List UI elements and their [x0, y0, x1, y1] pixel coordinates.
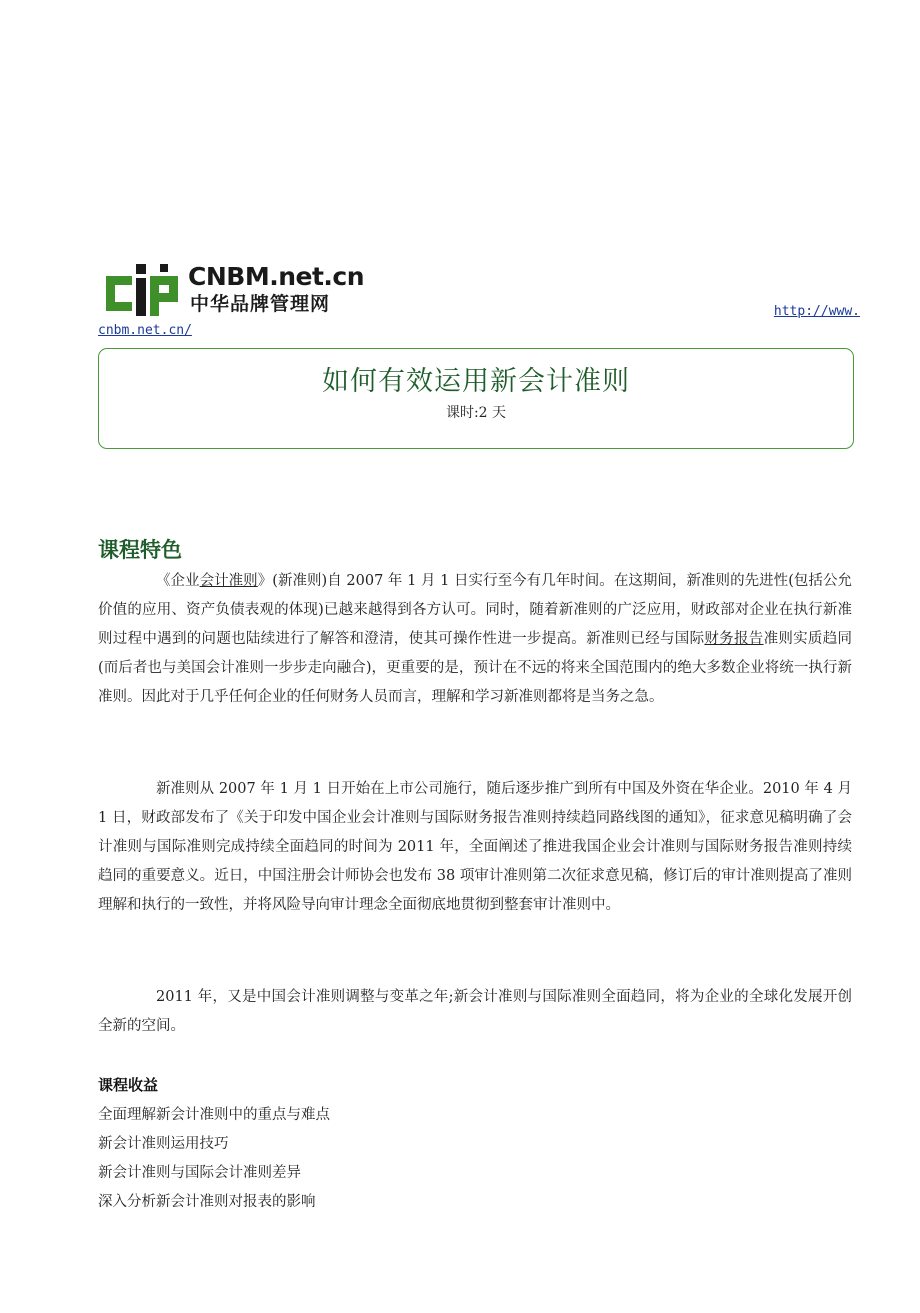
- site-logo[interactable]: [104, 262, 365, 320]
- site-url-link-part1[interactable]: http://www.: [773, 304, 860, 319]
- list-item: 新会计准则运用技巧: [98, 1136, 229, 1152]
- features-paragraph-2: 新准则从 2007 年 1 月 1 日开始在上市公司施行，随后逐步推广到所有中国及外资在华企业。2010 年 4 月 1 日，财政部发布了《关于印发中国企业会计准则与国际财务报告准则持续趋同路线图的通知》，征求意见稿明确了会计准则与国际准则完成持续全面趋同的时间为 2011 年，全面阐述了推进我国企业会计准则与国际财务报告准则持续趋同的重要意义。近日，中国注册会计师协会也发布 38 项审计准则第二次征求意见稿，修订后的审计准则提高了准则理解和执行的一致性，并将风险导向审计理念全面彻底地贯彻到整套审计准则中。: [98, 781, 852, 913]
- paragraph-1-text-a: 《企业: [156, 573, 200, 589]
- financial-report-link[interactable]: 财务报告: [704, 631, 764, 647]
- accounting-standards-link[interactable]: 会计准则: [199, 573, 258, 589]
- list-item: 全面理解新会计准则中的重点与难点: [98, 1107, 330, 1123]
- cnbm-logo-icon: [104, 262, 184, 318]
- paragraph-1-text-b: 》(新准则)自 2007 年 1 月 1 日实行至今有几年时间。在这期间，新准则的先进性(包括公允价值的应用、资产负债表观的体现)已越来越得到各方认可。同时，随着新准则的广泛应用，财政部对企业在执行新准则过程中遇到的问题也陆续进行了解答和澄清，使其可操作性进一步提高。新准则已经与国际: [98, 573, 852, 647]
- paragraph-1-text-c: 准则实质趋同(而后者也与美国会计准则一步步走向融合)，更重要的是，预计在不远的将来全国范围内的绝大多数企业将统一执行新准则。因此对于几乎任何企业的任何财务人员而言，理解和学习新准则都将是当务之急。: [98, 631, 853, 705]
- features-heading: 课程特色: [98, 538, 182, 562]
- logo-text-latin: CNBM.net.cn: [188, 262, 365, 291]
- course-title-box: [98, 348, 854, 449]
- benefits-heading: 课程收益: [98, 1076, 159, 1094]
- list-item: 深入分析新会计准则对报表的影响: [98, 1194, 316, 1210]
- features-paragraph-3: 2011 年，又是中国会计准则调整与变革之年;新会计准则与国际准则全面趋同，将为企业的全球化发展开创全新的空间。: [98, 989, 852, 1034]
- course-title: 如何有效运用新会计准则: [322, 366, 630, 397]
- benefits-list: [98, 1101, 330, 1217]
- logo-text-chinese: 中华品牌管理网: [190, 293, 331, 315]
- features-paragraph-1: [98, 567, 852, 712]
- course-duration: 课时:2 天: [445, 405, 507, 421]
- list-item: 新会计准则与国际会计准则差异: [98, 1165, 301, 1181]
- site-url-link-part2[interactable]: cnbm.net.cn/: [98, 323, 192, 338]
